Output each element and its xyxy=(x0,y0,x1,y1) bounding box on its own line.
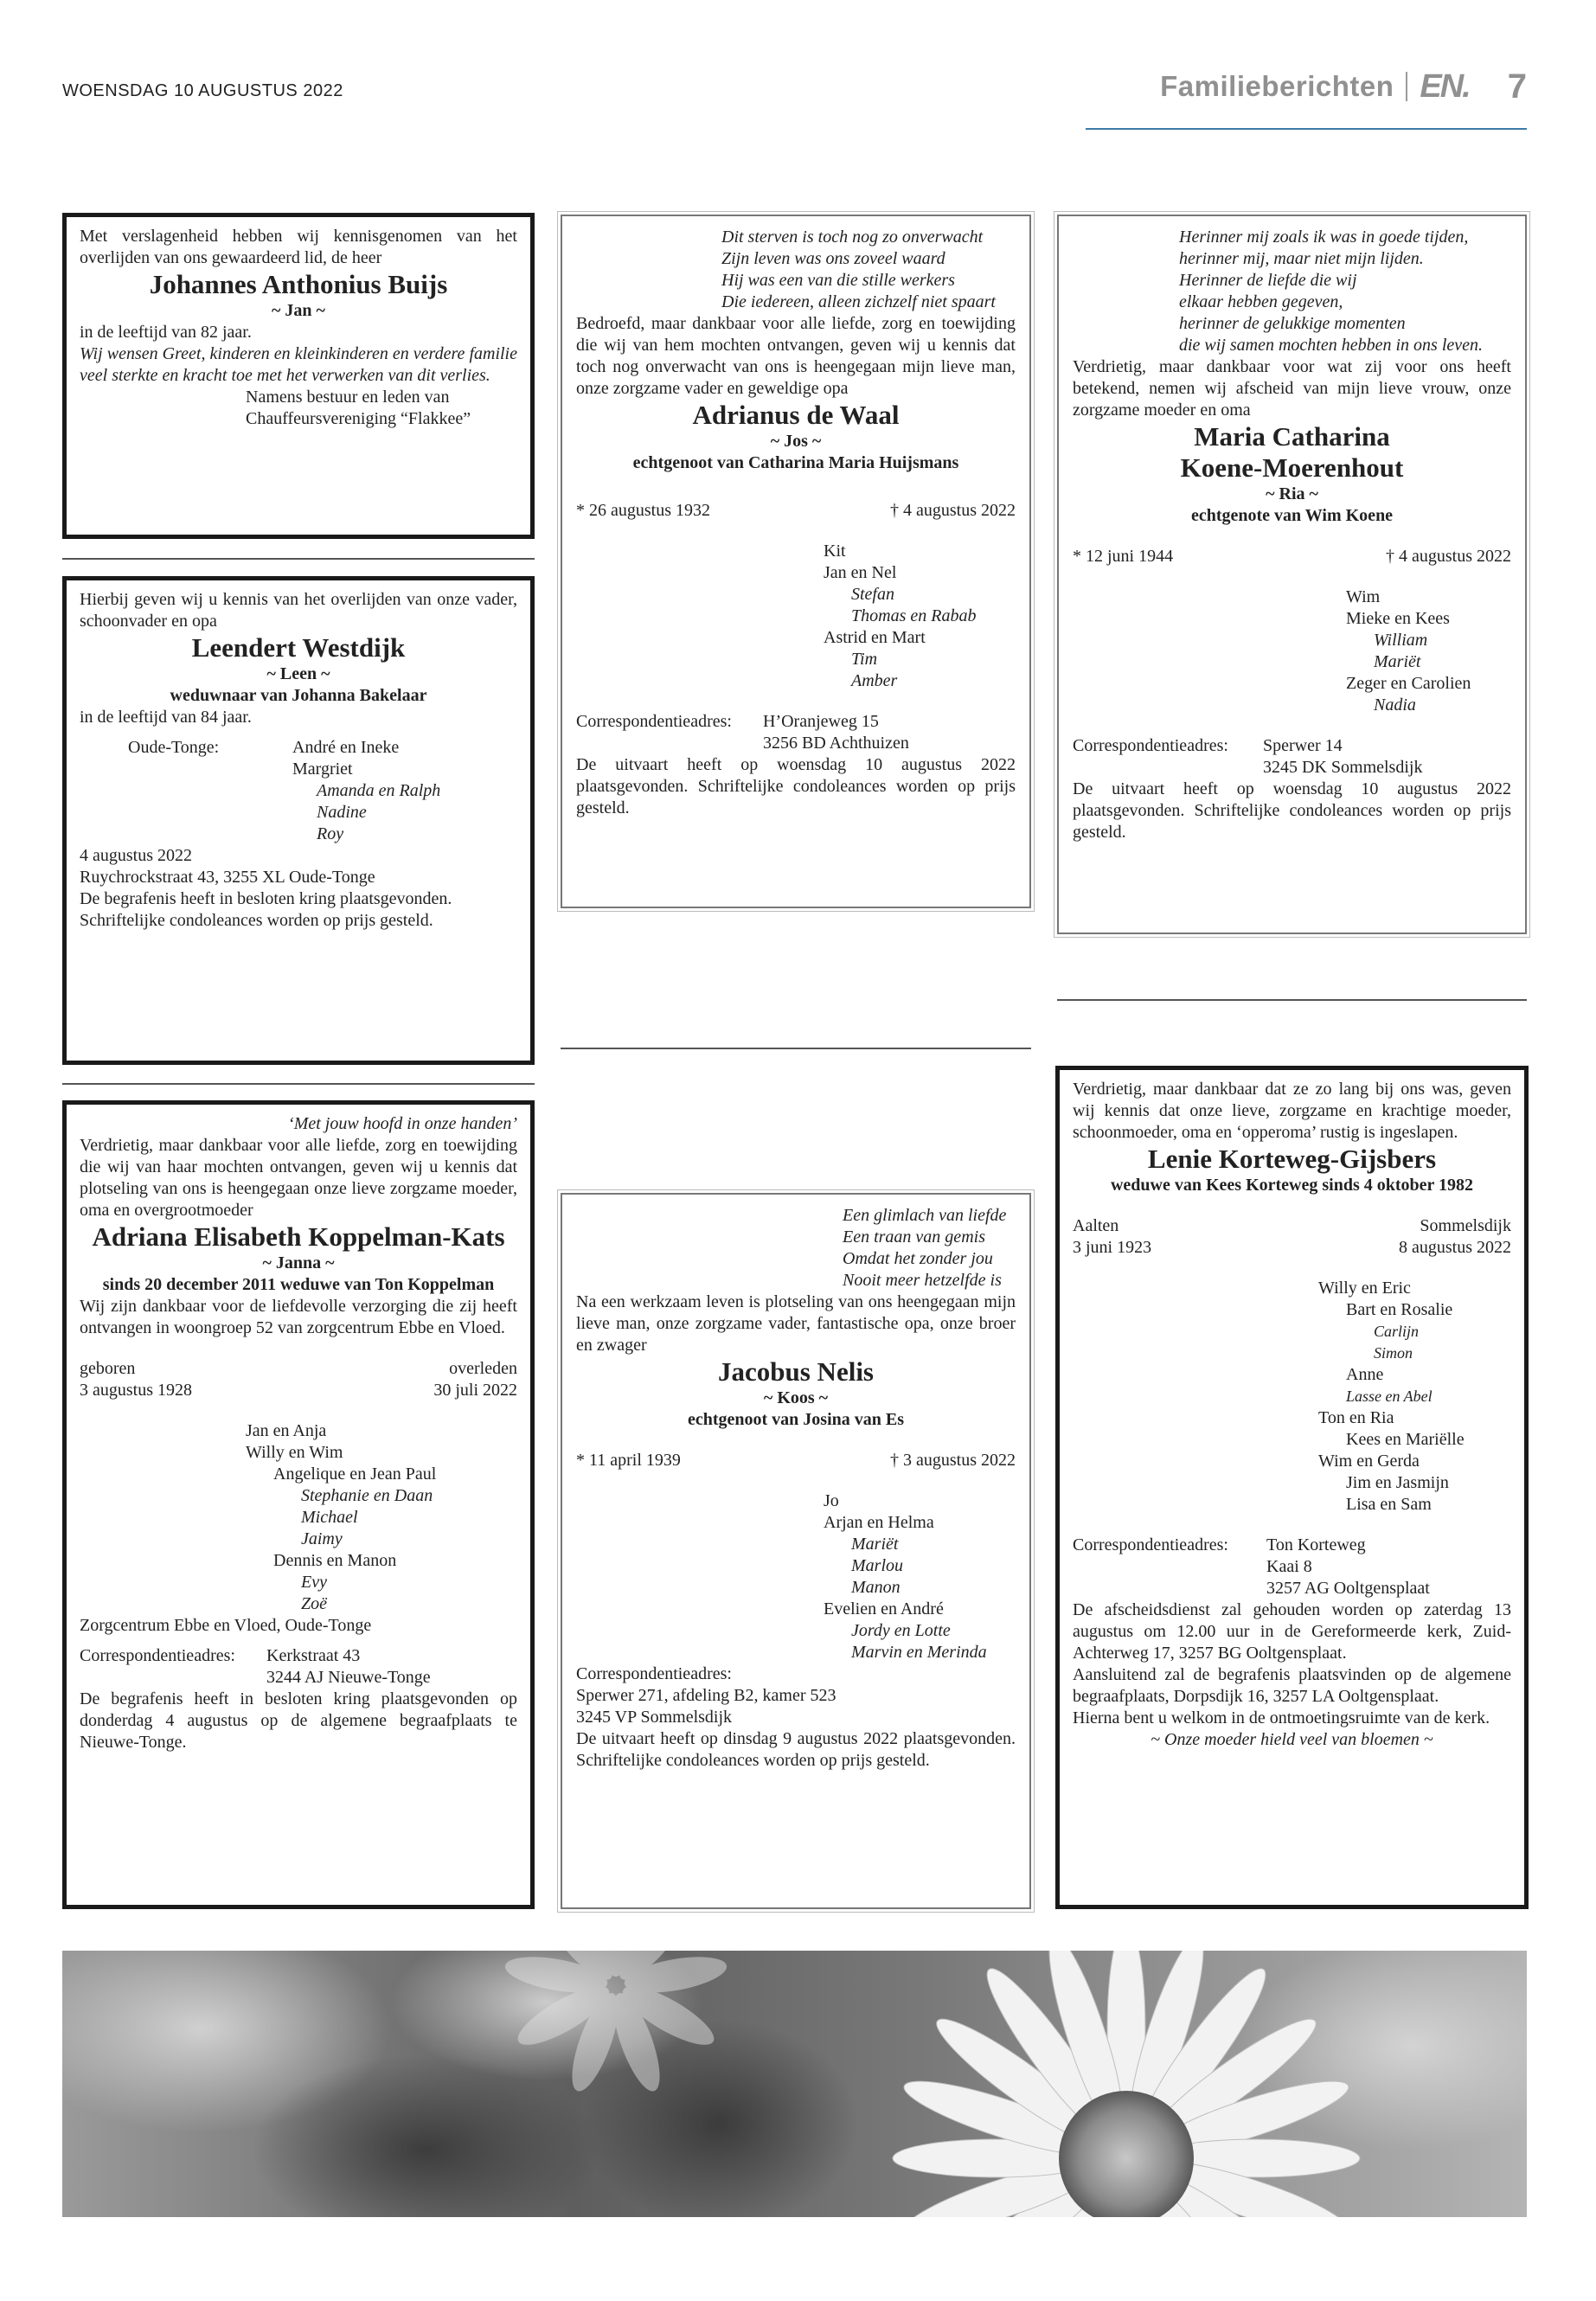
poem-line: herinner mij, maar niet mijn lijden. xyxy=(1179,249,1424,268)
notice-intro: Verdrietig, maar dankbaar voor alle liefde, zorg en toewijding die wij van haar mochten ontvangen, geven wij u kennis dat plotseling van ons is heengegaan onze lieve zorgzame moeder, oma en overgrootmoeder xyxy=(80,1136,517,1220)
notice-nelis xyxy=(561,1193,1031,1909)
notice-quote: ‘Met jouw hoofd in onze handen’ xyxy=(288,1114,517,1133)
grandchild: Marvin en Merinda xyxy=(851,1643,987,1662)
deceased-name: Adriana Elisabeth Koppelman-Kats xyxy=(92,1221,505,1252)
family-member: Jan en Anja xyxy=(246,1421,327,1440)
signature-line: Namens bestuur en leden van xyxy=(246,388,450,407)
family-member: Zeger en Carolien xyxy=(1346,674,1471,693)
died-place: Sommelsdijk xyxy=(1420,1216,1511,1235)
family-member: André en Ineke xyxy=(292,738,400,757)
great-grandchild: Zoë xyxy=(301,1594,327,1613)
correspondence-label: Correspondentieadres: xyxy=(1073,736,1228,755)
deceased-age: in de leeftijd van 82 jaar. xyxy=(80,323,252,342)
address-line: 3245 VP Sommelsdijk xyxy=(576,1708,733,1727)
notice-intro: Hierbij geven wij u kennis van het overlijden van onze vader, schoonvader en opa xyxy=(80,590,517,631)
funeral-info: De uitvaart heeft op dinsdag 9 augustus 2022 plaatsgevonden. Schriftelijke condoleances worden op prijs gesteld. xyxy=(576,1729,1016,1770)
family-member: Ton en Ria xyxy=(1318,1408,1394,1427)
born-place: Aalten xyxy=(1073,1216,1119,1235)
died-date: 30 juli 2022 xyxy=(433,1381,517,1400)
poem-line: Herinner de liefde die wij xyxy=(1179,271,1357,290)
deceased-name: Leendert Westdijk xyxy=(191,632,406,663)
great-grandchild: Carlijn xyxy=(1374,1323,1420,1340)
burial-info: Aansluitend zal de begrafenis plaatsvinden op de algemene begraafplaats, Dorpsdijk 16, 3257 LA Ooltgensplaat. xyxy=(1073,1665,1511,1706)
section-title: Familieberichten xyxy=(1160,70,1394,102)
spouse-line: echtgenoot van Josina van Es xyxy=(687,1410,905,1429)
life-dates xyxy=(576,1450,1016,1471)
grandchild: Manon xyxy=(851,1578,901,1597)
daisy-illustration xyxy=(62,1951,1527,2217)
family-place: Oude-Tonge: xyxy=(128,738,220,757)
grandchild: William xyxy=(1374,631,1428,650)
family-block xyxy=(80,737,517,845)
address-line: Kaai 8 xyxy=(1266,1557,1312,1576)
header-masthead xyxy=(1160,67,1527,106)
deceased-name: Koene-Moerenhout xyxy=(1180,452,1404,483)
notice-intro: Met verslagenheid hebben wij kennisgenomen van het overlijden van ons gewaardeerd lid, de heer xyxy=(80,227,517,267)
poem-line: Een glimlach van liefde xyxy=(843,1206,1007,1225)
poem-line: Zijn leven was ons zoveel waard xyxy=(721,249,945,268)
spouse-line: weduwe van Kees Korteweg sinds 4 oktober 1982 xyxy=(1110,1176,1474,1195)
grandchild: Jim en Jasmijn xyxy=(1346,1473,1449,1492)
deceased-nickname: ~ Ria ~ xyxy=(1266,484,1318,503)
deceased-nickname: ~ Koos ~ xyxy=(763,1388,829,1407)
poem-line: Een traan van gemis xyxy=(843,1227,985,1247)
notice-buijs xyxy=(62,213,535,539)
poem-line: Herinner mij zoals ik was in goede tijden, xyxy=(1179,228,1469,247)
notice-address: Ruychrockstraat 43, 3255 XL Oude-Tonge xyxy=(80,868,375,887)
page-number: 7 xyxy=(1507,67,1527,106)
grandchild: Mariët xyxy=(851,1535,899,1554)
address-line: 3257 AG Ooltgensplaat xyxy=(1266,1579,1430,1598)
address-line: 3245 DK Sommelsdijk xyxy=(1263,758,1423,777)
grandchild: Kees en Mariëlle xyxy=(1346,1430,1465,1449)
grandchild: Nadia xyxy=(1374,695,1416,715)
grandchild: Angelique en Jean Paul xyxy=(273,1465,437,1484)
correspondence-address xyxy=(576,711,1016,754)
grandchild: Roy xyxy=(317,824,344,843)
spouse-line: weduwnaar van Johanna Bakelaar xyxy=(170,686,427,705)
life-dates xyxy=(80,1358,517,1401)
address-line: Ton Korteweg xyxy=(1266,1535,1366,1554)
header-divider xyxy=(1406,72,1407,101)
funeral-info: De begrafenis heeft in besloten kring plaatsgevonden op donderdag 4 augustus op de algemene begraafplaats te Nieuwe-Tonge. xyxy=(80,1689,517,1752)
grandchild: Lisa en Sam xyxy=(1346,1495,1432,1514)
family-member: Willy en Wim xyxy=(246,1443,343,1462)
divider xyxy=(62,558,535,560)
correspondence-label: Correspondentieadres: xyxy=(80,1646,235,1665)
family-member: Jo xyxy=(824,1491,839,1510)
deceased-nickname: ~ Jos ~ xyxy=(770,432,822,451)
family-member: Astrid en Mart xyxy=(824,628,926,647)
great-grandchild: Simon xyxy=(1374,1344,1413,1362)
great-grandchild: Evy xyxy=(301,1573,327,1592)
died-date: † 3 augustus 2022 xyxy=(890,1451,1016,1470)
born-date: * 11 april 1939 xyxy=(576,1451,681,1470)
poem-line: die wij samen mochten hebben in ons leven. xyxy=(1179,336,1484,355)
divider xyxy=(62,1083,535,1085)
grandchild: Jordy en Lotte xyxy=(851,1621,951,1640)
great-grandchild: Jaimy xyxy=(301,1529,343,1548)
family-block xyxy=(1318,1278,1511,1516)
family-block xyxy=(824,541,1016,692)
grandchild: Stefan xyxy=(851,585,894,604)
grandchild: Amber xyxy=(851,671,898,690)
family-member: Arjan en Helma xyxy=(824,1513,934,1532)
poem-line: Dit sterven is toch nog zo onverwacht xyxy=(721,228,984,247)
deceased-name: Lenie Korteweg-Gijsbers xyxy=(1147,1144,1437,1174)
correspondence-label: Correspondentieadres: xyxy=(576,712,732,731)
died-date: 8 augustus 2022 xyxy=(1399,1238,1511,1257)
deceased-nickname: ~ Jan ~ xyxy=(272,301,325,320)
life-dates xyxy=(576,500,1016,522)
born-date: * 26 augustus 1932 xyxy=(576,501,710,520)
grandchild: Tim xyxy=(851,650,878,669)
notice-intro: Verdrietig, maar dankbaar dat ze zo lang bij ons was, geven wij kennis dat onze lieve, zorgzame en krachtige moeder, schoonmoeder, oma en ‘opperoma’ rustig is ingeslapen. xyxy=(1073,1080,1511,1142)
address-line: 3244 AJ Nieuwe-Tonge xyxy=(266,1668,431,1687)
family-member: Willy en Eric xyxy=(1318,1279,1411,1298)
deceased-name: Maria Catharina xyxy=(1194,421,1390,452)
deceased-name: Jacobus Nelis xyxy=(718,1356,874,1387)
family-member: Kit xyxy=(824,542,846,561)
notice-intro: Bedroefd, maar dankbaar voor alle liefde, zorg en toewijding die wij van hem mochten ontvangen, geven wij u kennis dat toch nog onverwacht van ons is heengegaan mijn lieve man, onze zorgzame vader en geweldige opa xyxy=(576,314,1016,398)
great-grandchild: Michael xyxy=(301,1508,358,1527)
grandchild: Amanda en Ralph xyxy=(317,781,441,800)
notice-date: 4 augustus 2022 xyxy=(80,846,192,865)
family-member: Jan en Nel xyxy=(824,563,897,582)
born-date: 3 juni 1923 xyxy=(1073,1238,1152,1257)
deceased-nickname: ~ Janna ~ xyxy=(262,1253,335,1272)
grandchild: Dennis en Manon xyxy=(273,1551,397,1570)
correspondence-label: Correspondentieadres: xyxy=(1073,1535,1228,1554)
poem-line: Omdat het zonder jou xyxy=(843,1249,993,1268)
closing-line: ~ Onze moeder hield veel van bloemen ~ xyxy=(1151,1730,1433,1749)
flower-photo xyxy=(62,1951,1527,2217)
family-member: Margriet xyxy=(292,760,353,779)
grandchild: Marlou xyxy=(851,1556,903,1575)
notice-korteweg xyxy=(1055,1066,1529,1909)
page-date: WOENSDAG 10 AUGUSTUS 2022 xyxy=(62,81,343,100)
family-member: Evelien en André xyxy=(824,1599,944,1618)
notice-thanks: Wij zijn dankbaar voor de liefdevolle verzorging die zij heeft ontvangen in woongroep 52 van zorgcentrum Ebbe en Vloed. xyxy=(80,1297,517,1337)
signature-line: Chauffeursvereniging “Flakkee” xyxy=(246,409,471,428)
condolences-info: Schriftelijke condoleances worden op prijs gesteld. xyxy=(80,911,433,930)
great-grandchild: Lasse en Abel xyxy=(1346,1388,1433,1405)
family-member: Mieke en Kees xyxy=(1346,609,1450,628)
address-line: 3256 BD Achthuizen xyxy=(763,734,909,753)
born-date: * 12 juni 1944 xyxy=(1073,547,1174,566)
poem xyxy=(1179,227,1511,356)
welcome-info: Hierna bent u welkom in de ontmoetingsruimte van de kerk. xyxy=(1073,1708,1490,1727)
service-info: De afscheidsdienst zal gehouden worden op zaterdag 13 augustus om 12.00 uur in de Gereformeerde kerk, Zuid-Achterweg 17, 3257 BG Ooltgensplaat. xyxy=(1073,1600,1511,1663)
deceased-nickname: ~ Leen ~ xyxy=(266,664,330,683)
poem-line: Die iedereen, alleen zichzelf niet spaart xyxy=(721,292,996,311)
notice-location: Zorgcentrum Ebbe en Vloed, Oude-Tonge xyxy=(80,1616,372,1635)
poem xyxy=(721,227,1016,313)
address-line: H’Oranjeweg 15 xyxy=(763,712,879,731)
correspondence-address xyxy=(1073,1535,1511,1599)
grandchild: Thomas en Rabab xyxy=(851,606,977,625)
family-block xyxy=(246,1420,517,1615)
notice-wish: Wij wensen Greet, kinderen en kleinkinderen en verdere familie veel sterkte en kracht toe met het verwerken van dit verlies. xyxy=(80,344,517,385)
newspaper-logo: EN. xyxy=(1420,67,1470,105)
spouse-line: echtgenoot van Catharina Maria Huijsmans xyxy=(632,453,959,472)
died-date: † 4 augustus 2022 xyxy=(1386,547,1511,566)
address-line: Kerkstraat 43 xyxy=(266,1646,361,1665)
born-date: 3 augustus 1928 xyxy=(80,1381,192,1400)
address-line: Sperwer 271, afdeling B2, kamer 523 xyxy=(576,1686,836,1705)
header-rule xyxy=(1086,128,1527,130)
funeral-info: De uitvaart heeft op woensdag 10 augustus 2022 plaatsgevonden. Schriftelijke condoleances worden op prijs gesteld. xyxy=(1073,779,1511,842)
notice-koppelman xyxy=(62,1100,535,1909)
poem-line: herinner de gelukkige momenten xyxy=(1179,314,1406,333)
correspondence-address xyxy=(80,1645,517,1689)
address-line: Sperwer 14 xyxy=(1263,736,1343,755)
poem xyxy=(843,1205,1016,1292)
correspondence-address xyxy=(1073,735,1511,779)
family-block xyxy=(1346,586,1511,716)
spouse-line: echtgenote van Wim Koene xyxy=(1190,506,1394,525)
notice-intro: Na een werkzaam leven is plotseling van ons heengegaan mijn lieve man, onze zorgzame vader, fantastische opa, onze broer en zwager xyxy=(576,1292,1016,1355)
grandchild: Anne xyxy=(1346,1365,1384,1384)
divider xyxy=(1057,999,1527,1001)
spouse-line: sinds 20 december 2011 weduwe van Ton Koppelman xyxy=(102,1275,495,1294)
poem-line: elkaar hebben gegeven, xyxy=(1179,292,1343,311)
funeral-info: De begrafenis heeft in besloten kring plaatsgevonden. xyxy=(80,889,452,908)
correspondence-label: Correspondentieadres: xyxy=(576,1664,732,1683)
deceased-name: Johannes Anthonius Buijs xyxy=(149,269,448,299)
died-label: overleden xyxy=(449,1359,517,1378)
grandchild: Nadine xyxy=(317,803,367,822)
poem-line: Nooit meer hetzelfde is xyxy=(843,1271,1002,1290)
deceased-age: in de leeftijd van 84 jaar. xyxy=(80,708,252,727)
life-dates xyxy=(1073,546,1511,567)
divider xyxy=(561,1048,1031,1049)
grandchild: Bart en Rosalie xyxy=(1346,1300,1453,1319)
notice-koene xyxy=(1057,215,1527,934)
notice-intro: Verdrietig, maar dankbaar voor wat zij voor ons heeft betekend, nemen wij afscheid van mijn lieve vrouw, onze zorgzame moeder en oma xyxy=(1073,357,1511,420)
family-block xyxy=(824,1490,1016,1663)
born-label: geboren xyxy=(80,1359,136,1378)
family-member: Wim xyxy=(1346,587,1381,606)
family-member: Wim en Gerda xyxy=(1318,1452,1420,1471)
funeral-info: De uitvaart heeft op woensdag 10 augustus 2022 plaatsgevonden. Schriftelijke condoleances worden op prijs gesteld. xyxy=(576,755,1016,817)
great-grandchild: Stephanie en Daan xyxy=(301,1486,433,1505)
poem-line: Hij was een van die stille werkers xyxy=(721,271,955,290)
notice-westdijk xyxy=(62,576,535,1065)
deceased-name: Adrianus de Waal xyxy=(692,400,900,430)
life-dates xyxy=(1073,1215,1511,1259)
grandchild: Mariët xyxy=(1374,652,1421,671)
notice-dewaal xyxy=(561,215,1031,908)
died-date: † 4 augustus 2022 xyxy=(890,501,1016,520)
